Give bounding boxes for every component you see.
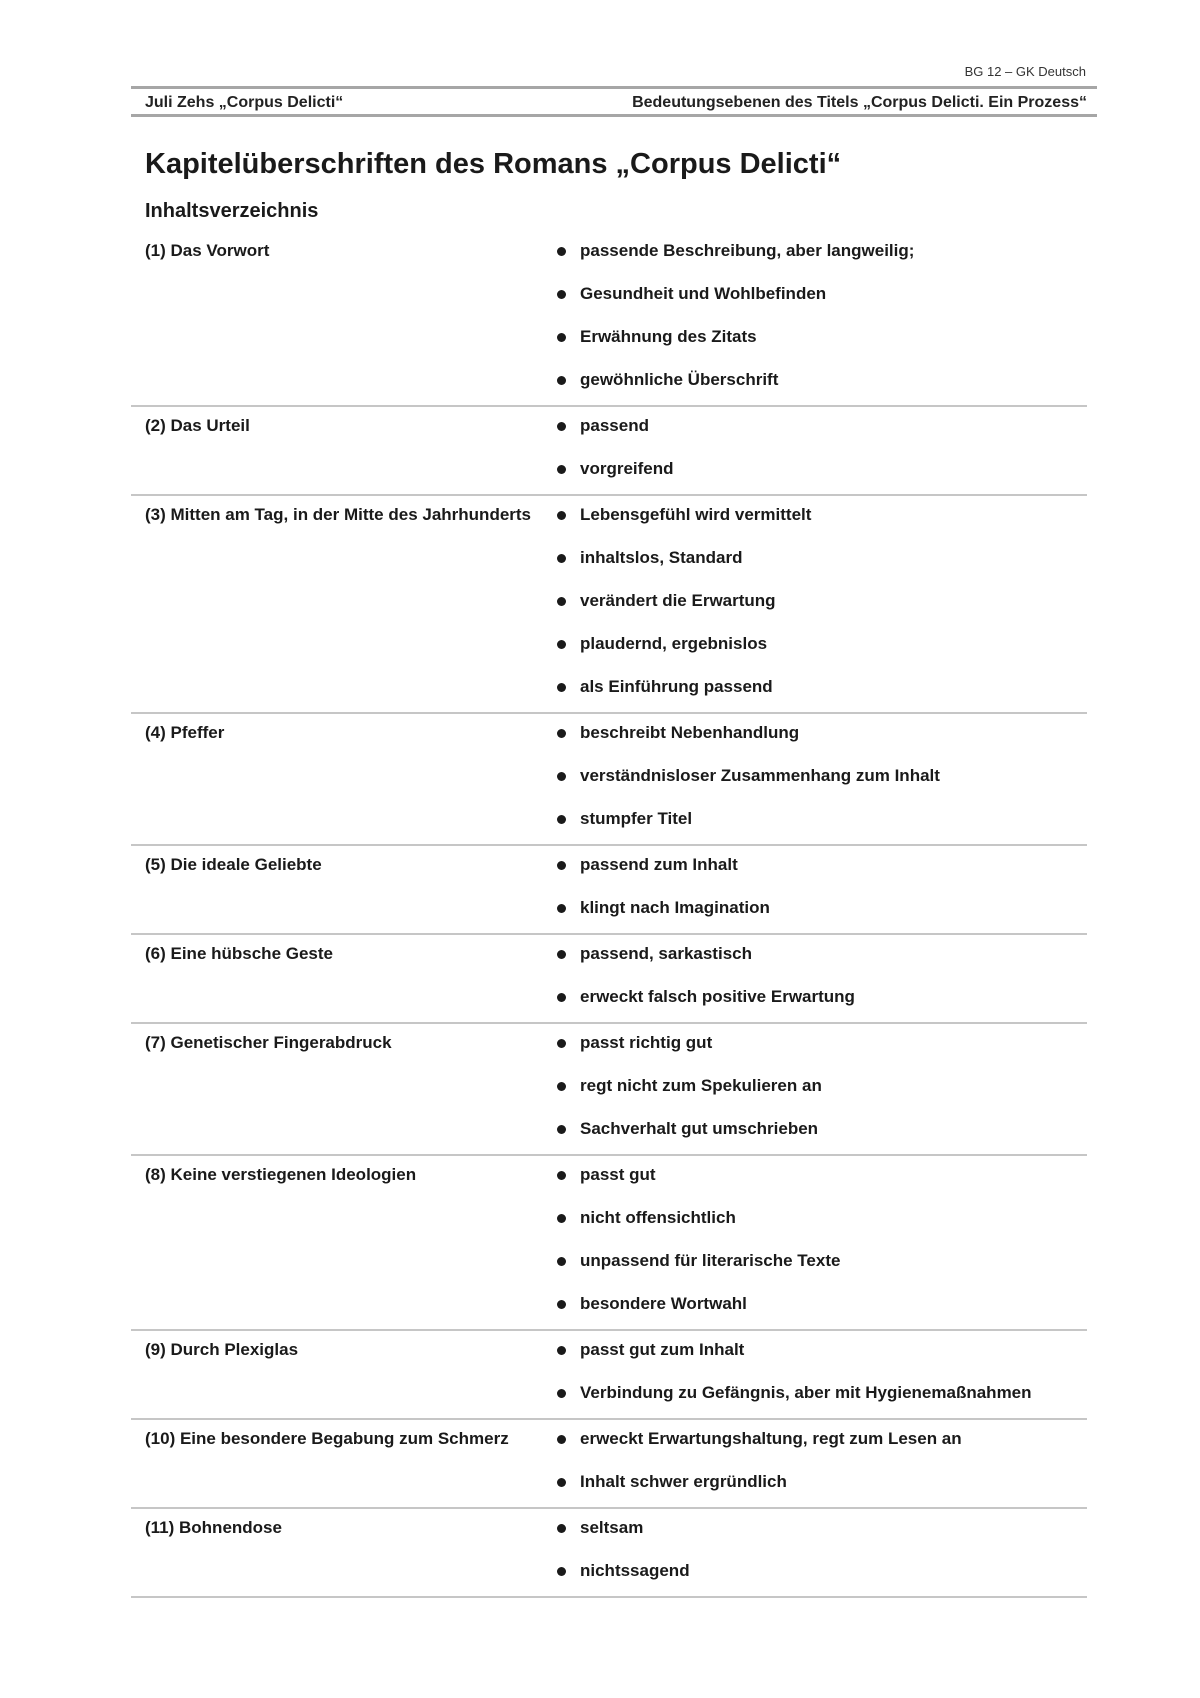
- bullet-icon: [557, 376, 566, 385]
- note-item: [555, 1246, 1087, 1289]
- chapter-row: [131, 1420, 1087, 1509]
- note-item: [555, 236, 1087, 279]
- note-item: [555, 543, 1087, 586]
- bullet-icon: [557, 640, 566, 649]
- bullet-icon: [557, 1389, 566, 1398]
- bullet-icon: [557, 950, 566, 959]
- note-item: [555, 500, 1087, 543]
- chapter-notes: [555, 500, 1087, 704]
- bullet-icon: [557, 772, 566, 781]
- chapter-notes: [555, 411, 1087, 486]
- bullet-icon: [557, 1257, 566, 1266]
- note-text: passt richtig gut: [580, 1033, 713, 1052]
- note-item: [555, 893, 1087, 925]
- chapter-notes: [555, 1028, 1087, 1146]
- chapter-notes: [555, 718, 1087, 836]
- bullet-icon: [557, 815, 566, 824]
- chapter-row: [131, 1024, 1087, 1156]
- chapter-row: [131, 1156, 1087, 1331]
- chapter-row: [131, 1509, 1087, 1598]
- note-text: Erwähnung des Zitats: [580, 327, 757, 346]
- note-item: [555, 629, 1087, 672]
- note-text: inhaltslos, Standard: [580, 548, 743, 567]
- note-item: [555, 672, 1087, 704]
- note-item: [555, 1071, 1087, 1114]
- bullet-icon: [557, 1125, 566, 1134]
- bullet-icon: [557, 1082, 566, 1091]
- note-text: verständnisloser Zusammenhang zum Inhalt: [580, 766, 940, 785]
- chapter-notes: [555, 1335, 1087, 1410]
- header-left-title: Juli Zehs „Corpus Delicti“: [145, 94, 344, 111]
- bullet-icon: [557, 1171, 566, 1180]
- note-item: [555, 322, 1087, 365]
- bullet-icon: [557, 904, 566, 913]
- chapter-title: (7) Genetischer Fingerabdruck: [145, 1033, 392, 1052]
- note-text: Sachverhalt gut umschrieben: [580, 1119, 819, 1138]
- note-item: [555, 804, 1087, 836]
- note-item: [555, 1335, 1087, 1378]
- note-text: Verbindung zu Gefängnis, aber mit Hygienemaßnahmen: [580, 1383, 1032, 1402]
- table-of-contents: [131, 232, 1087, 1598]
- note-text: beschreibt Nebenhandlung: [580, 723, 800, 742]
- bullet-icon: [557, 1039, 566, 1048]
- chapter-notes: [555, 236, 1087, 397]
- bullet-icon: [557, 1478, 566, 1487]
- bullet-icon: [557, 1567, 566, 1576]
- bullet-icon: [557, 290, 566, 299]
- bullet-icon: [557, 1346, 566, 1355]
- chapter-title: (2) Das Urteil: [145, 416, 250, 435]
- note-item: [555, 454, 1087, 486]
- chapter-row: [131, 935, 1087, 1024]
- note-item: [555, 1160, 1087, 1203]
- note-item: [555, 982, 1087, 1014]
- chapter-title: (6) Eine hübsche Geste: [145, 944, 333, 963]
- bullet-icon: [557, 333, 566, 342]
- note-text: passend, sarkastisch: [580, 944, 752, 963]
- note-text: regt nicht zum Spekulieren an: [580, 1076, 822, 1095]
- note-text: stumpfer Titel: [580, 809, 693, 828]
- chapter-title: (4) Pfeffer: [145, 723, 225, 742]
- note-item: [555, 1556, 1087, 1588]
- page-title: Kapitelüberschriften des Romans „Corpus Delicti“: [145, 148, 842, 180]
- note-item: [555, 586, 1087, 629]
- bullet-icon: [557, 861, 566, 870]
- note-text: unpassend für literarische Texte: [580, 1251, 841, 1270]
- bullet-icon: [557, 422, 566, 431]
- chapter-row: [131, 496, 1087, 714]
- chapter-title: (10) Eine besondere Begabung zum Schmerz: [145, 1429, 509, 1448]
- chapter-notes: [555, 1160, 1087, 1321]
- bullet-icon: [557, 683, 566, 692]
- note-text: plaudernd, ergebnislos: [580, 634, 768, 653]
- bullet-icon: [557, 511, 566, 520]
- note-text: Gesundheit und Wohlbefinden: [580, 284, 827, 303]
- note-text: erweckt falsch positive Erwartung: [580, 987, 855, 1006]
- note-item: [555, 1513, 1087, 1556]
- note-item: [555, 411, 1087, 454]
- note-text: passt gut zum Inhalt: [580, 1340, 745, 1359]
- chapter-notes: [555, 1513, 1087, 1588]
- bullet-icon: [557, 993, 566, 1002]
- chapter-notes: [555, 939, 1087, 1014]
- chapter-row: [131, 1331, 1087, 1420]
- chapter-row: [131, 846, 1087, 935]
- note-item: [555, 939, 1087, 982]
- bullet-icon: [557, 1435, 566, 1444]
- page-header: [131, 86, 1097, 117]
- note-item: [555, 1467, 1087, 1499]
- bullet-icon: [557, 729, 566, 738]
- chapter-row: [131, 714, 1087, 846]
- header-right-title: Bedeutungsebenen des Titels „Corpus Delicti. Ein Prozess“: [632, 94, 1087, 111]
- bullet-icon: [557, 1524, 566, 1533]
- note-text: als Einführung passend: [580, 677, 773, 696]
- note-item: [555, 1289, 1087, 1321]
- note-text: passend: [580, 416, 649, 435]
- chapter-notes: [555, 850, 1087, 925]
- note-item: [555, 761, 1087, 804]
- bullet-icon: [557, 1214, 566, 1223]
- note-item: [555, 279, 1087, 322]
- chapter-row: [131, 407, 1087, 496]
- note-text: passt gut: [580, 1165, 656, 1184]
- note-item: [555, 365, 1087, 397]
- chapter-title: (11) Bohnendose: [145, 1518, 282, 1537]
- note-text: gewöhnliche Überschrift: [580, 370, 779, 389]
- note-text: nichtssagend: [580, 1561, 690, 1580]
- chapter-title: (5) Die ideale Geliebte: [145, 855, 322, 874]
- note-text: Lebensgefühl wird vermittelt: [580, 505, 812, 524]
- chapter-notes: [555, 1424, 1087, 1499]
- note-text: erweckt Erwartungshaltung, regt zum Lesen an: [580, 1429, 962, 1448]
- note-text: vorgreifend: [580, 459, 674, 478]
- note-text: Inhalt schwer ergründlich: [580, 1472, 787, 1491]
- bullet-icon: [557, 597, 566, 606]
- course-label: BG 12 – GK Deutsch: [964, 64, 1086, 79]
- note-text: seltsam: [580, 1518, 644, 1537]
- section-subtitle: Inhaltsverzeichnis: [145, 200, 319, 222]
- chapter-row: [131, 232, 1087, 407]
- note-item: [555, 850, 1087, 893]
- note-item: [555, 718, 1087, 761]
- note-text: besondere Wortwahl: [580, 1294, 747, 1313]
- note-item: [555, 1028, 1087, 1071]
- note-item: [555, 1378, 1087, 1410]
- chapter-title: (9) Durch Plexiglas: [145, 1340, 299, 1359]
- bullet-icon: [557, 247, 566, 256]
- bullet-icon: [557, 1300, 566, 1309]
- note-text: verändert die Erwartung: [580, 591, 776, 610]
- note-text: klingt nach Imagination: [580, 898, 770, 917]
- note-item: [555, 1114, 1087, 1146]
- bullet-icon: [557, 554, 566, 563]
- bullet-icon: [557, 465, 566, 474]
- note-item: [555, 1424, 1087, 1467]
- note-text: nicht offensichtlich: [580, 1208, 736, 1227]
- chapter-title: (3) Mitten am Tag, in der Mitte des Jahrhunderts: [145, 505, 532, 524]
- note-text: passende Beschreibung, aber langweilig;: [580, 241, 915, 260]
- chapter-title: (8) Keine verstiegenen Ideologien: [145, 1165, 417, 1184]
- note-item: [555, 1203, 1087, 1246]
- chapter-title: (1) Das Vorwort: [145, 241, 270, 260]
- note-text: passend zum Inhalt: [580, 855, 738, 874]
